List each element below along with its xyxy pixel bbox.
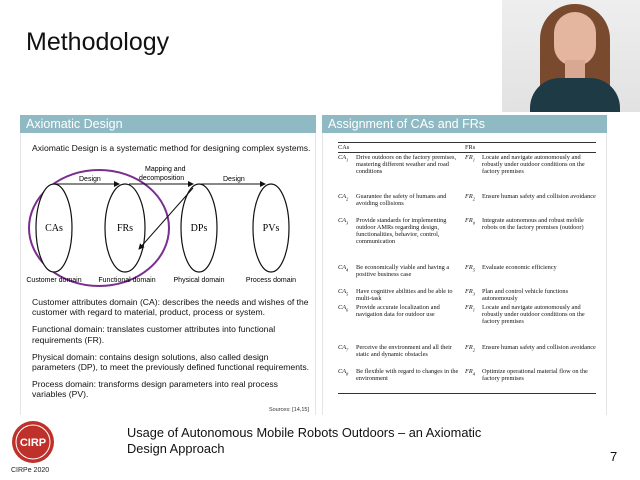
ca-id: $CA_8$ bbox=[338, 368, 349, 377]
fr-description: Ensure human safety and collision avoidance bbox=[482, 344, 596, 351]
table-row bbox=[338, 192, 596, 216]
column-header-fr: FRs bbox=[465, 143, 476, 151]
arrow-label: Design bbox=[223, 176, 245, 183]
axiomatic-design-panel bbox=[20, 133, 316, 415]
table-row bbox=[338, 287, 596, 303]
cirp-logo bbox=[10, 419, 56, 465]
fr-description: Integrate autonomous and robust mobile robots on the factory premises (outdoor) bbox=[482, 217, 584, 232]
node-label: PVs bbox=[262, 223, 280, 234]
fr-id: $FR_4$ bbox=[465, 368, 475, 377]
ca-id: $CA_5$ bbox=[338, 288, 349, 297]
axiomatic-design-diagram bbox=[21, 161, 317, 287]
presenter-video bbox=[502, 0, 640, 112]
ca-id: $CA_2$ bbox=[338, 193, 349, 202]
ca-id: $CA_1$ bbox=[338, 154, 349, 163]
arrow-label: Mapping and bbox=[145, 166, 186, 173]
table-row bbox=[338, 216, 596, 263]
definition-fr: Functional domain: translates customer attributes into functional requirements (FR). bbox=[32, 324, 276, 345]
ca-description: Be economically viable and having a positive business case bbox=[356, 264, 450, 279]
ca-description: Drive outdoors on the factory premises, mastering different weather and road conditions bbox=[356, 154, 457, 176]
ca-description: Guarantee the safety of humans and avoiding collisions bbox=[356, 193, 447, 208]
fr-description: Locate and navigate autonomously and robustly under outdoor conditions on the factory premises bbox=[482, 304, 585, 326]
ca-description: Be flexible with regard to changes in the environment bbox=[356, 368, 459, 383]
arrow-label: decomposition bbox=[139, 175, 185, 182]
definition-ca: Customer attributes domain (CA): describes the needs and wishes of the customer with regard to material, product, process or system. bbox=[32, 297, 309, 318]
ca-id: $CA_3$ bbox=[338, 217, 349, 226]
arrow-label: Design bbox=[79, 176, 101, 183]
table-row bbox=[338, 153, 596, 192]
domain-label: Physical domain bbox=[173, 277, 225, 284]
node-label: CAs bbox=[45, 223, 63, 234]
domain-label: Customer domain bbox=[26, 277, 82, 284]
logo-text: CIRP bbox=[19, 437, 47, 449]
fr-description: Ensure human safety and collision avoidance bbox=[482, 193, 596, 200]
ca-description: Perceive the environment and all their static and dynamic obstacles bbox=[356, 344, 452, 359]
fr-description: Plan and control vehicle functions autonomously bbox=[482, 288, 569, 303]
ca-id: $CA_4$ bbox=[338, 264, 349, 273]
ca-id: $CA_6$ bbox=[338, 304, 349, 313]
fr-description: Optimize operational material flow on the factory premises bbox=[482, 368, 588, 383]
table-row bbox=[338, 303, 596, 343]
fr-description: Evaluate economic efficiency bbox=[482, 264, 557, 271]
fr-id: $FR_3$ bbox=[465, 288, 475, 297]
ca-id: $CA_7$ bbox=[338, 344, 349, 353]
assignment-panel bbox=[322, 133, 607, 415]
table-row bbox=[338, 367, 596, 392]
fr-id: $FR_1$ bbox=[465, 304, 475, 313]
intro-text: Axiomatic Design is a systematic method for designing complex systems. bbox=[32, 143, 311, 153]
fr-id: $FR_2$ bbox=[465, 344, 475, 353]
definition-pv: Process domain: transforms design parameters into real process variables (PV). bbox=[32, 379, 278, 400]
cirp-year: CIRPe 2020 bbox=[11, 467, 50, 474]
node-label: FRs bbox=[116, 223, 134, 234]
domain-label: Functional domain bbox=[98, 277, 156, 284]
domain-definitions bbox=[32, 297, 312, 407]
table-header bbox=[338, 143, 596, 153]
fr-id: $FR_2$ bbox=[465, 193, 475, 202]
assignment-header: Assignment of CAs and FRs bbox=[322, 115, 607, 133]
fr-id: $FR_1$ bbox=[465, 154, 475, 163]
table-row bbox=[338, 343, 596, 367]
definition-dp: Physical domain: contains design solutions, also called design parameters (DP), to meet the previously defined functional requirements. bbox=[32, 351, 310, 373]
node-label: DPs bbox=[190, 223, 208, 234]
axiomatic-design-header: Axiomatic Design bbox=[20, 115, 316, 133]
table-row bbox=[338, 263, 596, 287]
slide-title: Methodology bbox=[26, 28, 170, 56]
column-header-ca: CAs bbox=[338, 143, 350, 151]
ca-description: Provide accurate localization and navigation data for outdoor use bbox=[356, 304, 440, 319]
sources-note: Sources: [14,15] bbox=[268, 407, 309, 413]
domain-label: Process domain bbox=[245, 277, 297, 284]
page-number: 7 bbox=[610, 449, 618, 464]
presentation-title: Usage of Autonomous Mobile Robots Outdoors – an Axiomatic Design Approach bbox=[127, 425, 482, 456]
fr-id: $FR_0$ bbox=[465, 217, 475, 226]
fr-description: Locate and navigate autonomously and robustly under outdoor conditions on the factory premises bbox=[482, 154, 585, 176]
ca-fr-table bbox=[338, 142, 596, 394]
ca-description: Provide standards for implementing outdoor AMRs regarding design, functionalities, behavior, control, communication bbox=[356, 217, 447, 246]
fr-id: $FR_5$ bbox=[465, 264, 475, 273]
ca-description: Have cognitive abilities and be able to multi-task bbox=[356, 288, 453, 303]
